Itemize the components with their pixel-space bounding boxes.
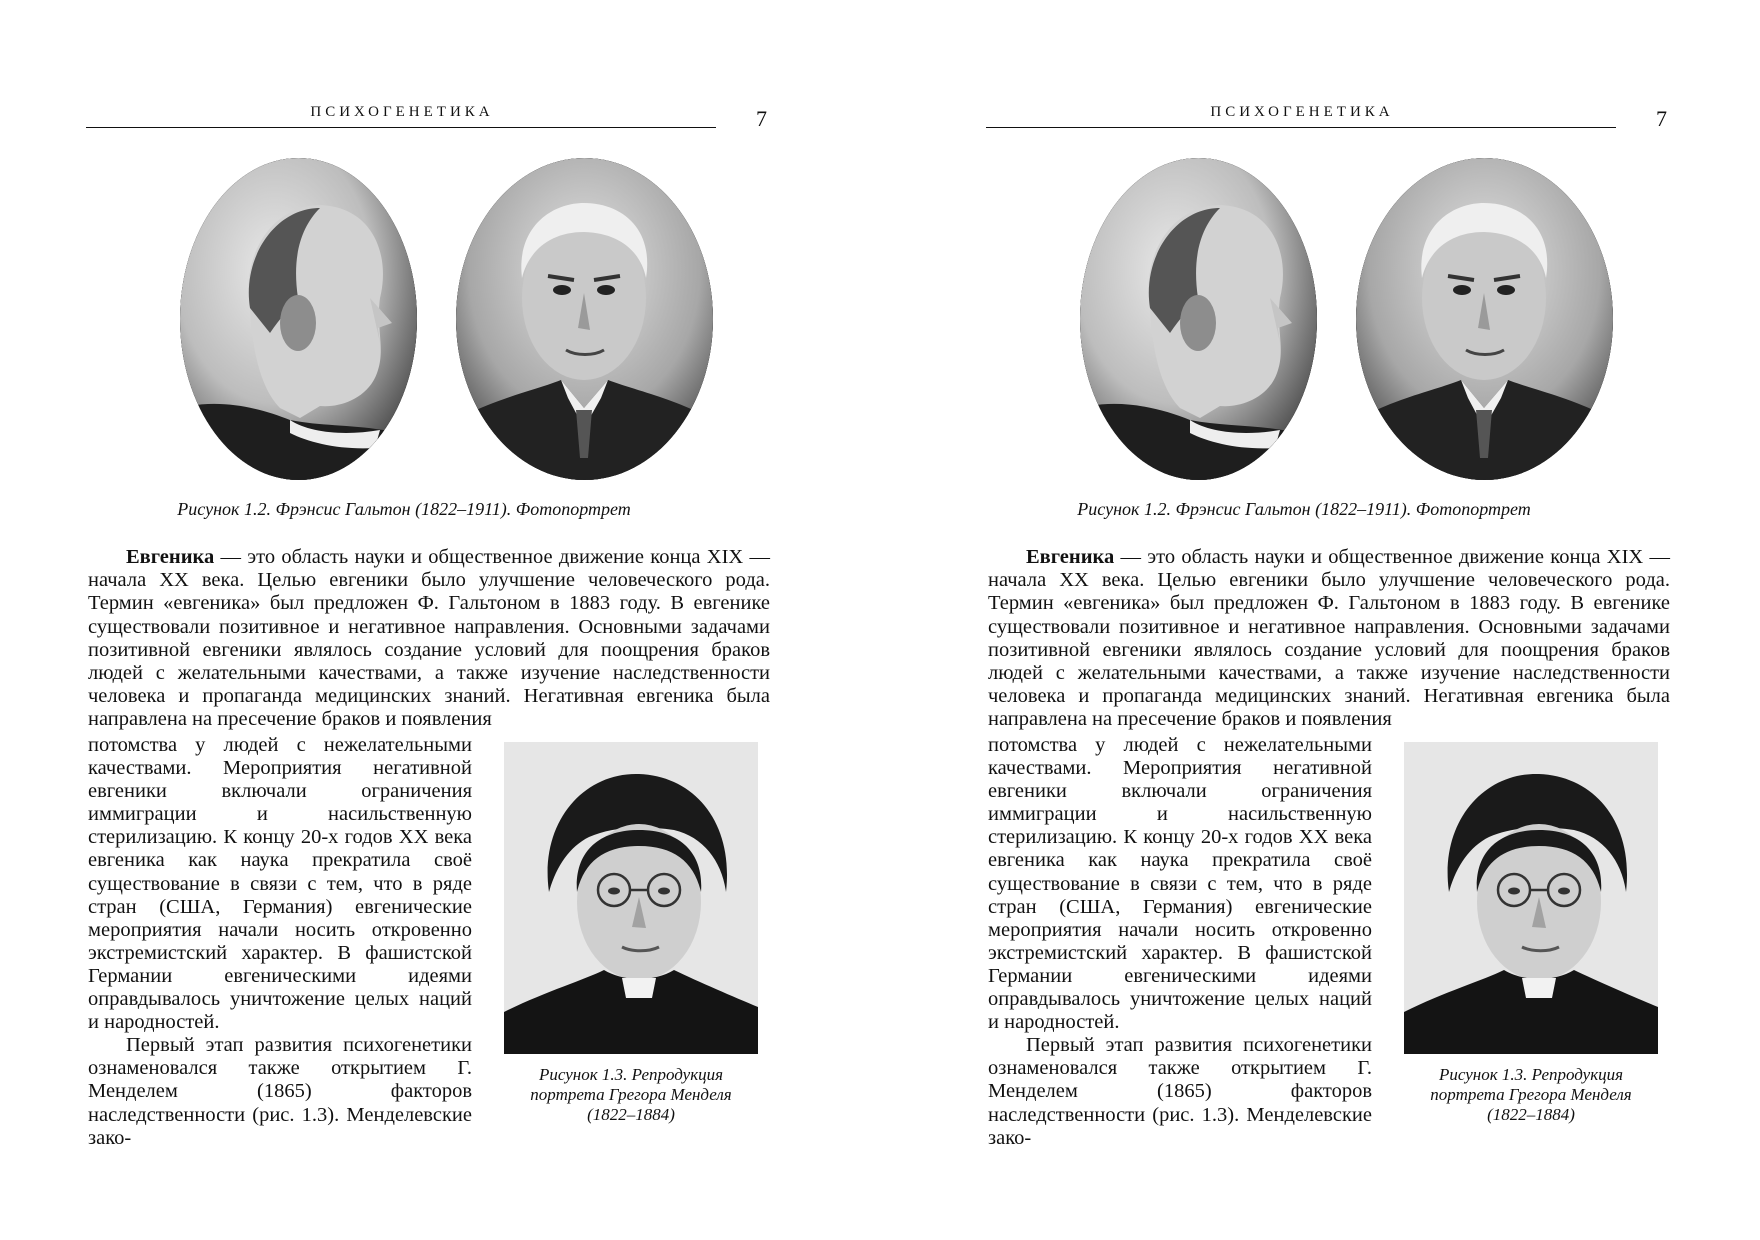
header-rule — [86, 127, 716, 128]
main-paragraph — [988, 546, 1670, 732]
figure-1-3-caption — [490, 1065, 772, 1125]
figure-1-2-caption: Рисунок 1.2. Фрэнсис Гальтон (1822–1911). Фотопортрет — [1077, 499, 1531, 519]
figure-1-3-caption-line: Рисунок 1.3. Репродукция — [538, 1065, 724, 1084]
paragraph-text: — это область науки и общественное движение конца XIX — начала XX века. Целью евгеники было улучшение человеческого рода. Термин «евгеника» был предложен Ф. Гальтоном в 1883 году. В евгенике существовали позитивное и негативное направления. Основными задачами позитивной евгеники являлось создание условий для поощрения браков людей с желательными качествами, а также изучение наследственности человека и пропаганда медицинских знаний. Негативная евгеника была направлена на пресечение браков и появления — [988, 546, 1670, 731]
figure-1-2-caption: Рисунок 1.2. Фрэнсис Гальтон (1822–1911). Фотопортрет — [177, 499, 631, 519]
figure-1-3-caption-line: (1822–1884) — [587, 1105, 675, 1124]
figure-1-3-caption-line: портрета Грегора Менделя — [1430, 1085, 1632, 1104]
wrapped-column-text — [88, 734, 472, 1150]
wrapped-column-text — [988, 734, 1372, 1150]
main-paragraph — [88, 546, 770, 732]
header-rule — [986, 127, 1616, 128]
running-head: ПСИХОГЕНЕТИКА — [310, 104, 494, 120]
galton-profile-photo — [1080, 158, 1317, 480]
mendel-portrait — [1404, 742, 1658, 1054]
figure-1-3-caption-line: портрета Грегора Менделя — [530, 1085, 732, 1104]
galton-profile-photo — [180, 158, 417, 480]
figure-1-3-caption-line: Рисунок 1.3. Репродукция — [1438, 1065, 1624, 1084]
term-eugenics: Евгеника — [1026, 546, 1115, 568]
galton-frontal-photo — [1356, 158, 1613, 480]
mendel-portrait — [504, 742, 758, 1054]
book-page-right — [900, 0, 1760, 1240]
paragraph-second: Первый этап развития психогенетики ознаменовался также открытием Г. Менделем (1865) факторов наследственности (рис. 1.3). Менделевские зако- — [88, 1034, 472, 1149]
page-number: 7 — [1656, 106, 1667, 131]
paragraph-second: Первый этап развития психогенетики ознаменовался также открытием Г. Менделем (1865) факторов наследственности (рис. 1.3). Менделевские зако- — [988, 1034, 1372, 1149]
page-number: 7 — [756, 106, 767, 131]
paragraph-continuation: потомства у людей с нежелательными качествами. Мероприятия негативной евгеники включали ограничения иммиграции и насильственную стерилизацию. К концу 20-х годов XX века евгеника как наука прекратила своё существование в связи с тем, что в ряде стран (США, Германия) евгенические мероприятия начали носить откровенно экстремистский характер. В фашистской Германии евгеническими идеями оправдывалось уничтожение целых наций и народностей. — [988, 734, 1372, 1034]
galton-frontal-photo — [456, 158, 713, 480]
paragraph-continuation: потомства у людей с нежелательными качествами. Мероприятия негативной евгеники включали ограничения иммиграции и насильственную стерилизацию. К концу 20-х годов XX века евгеника как наука прекратила своё существование в связи с тем, что в ряде стран (США, Германия) евгенические мероприятия начали носить откровенно экстремистский характер. В фашистской Германии евгеническими идеями оправдывалось уничтожение целых наций и народностей. — [88, 734, 472, 1034]
running-head: ПСИХОГЕНЕТИКА — [1210, 104, 1394, 120]
term-eugenics: Евгеника — [126, 546, 215, 568]
figure-1-3-caption-line: (1822–1884) — [1487, 1105, 1575, 1124]
figure-1-3-caption — [1390, 1065, 1672, 1125]
paragraph-text: — это область науки и общественное движение конца XIX — начала XX века. Целью евгеники было улучшение человеческого рода. Термин «евгеника» был предложен Ф. Гальтоном в 1883 году. В евгенике существовали позитивное и негативное направления. Основными задачами позитивной евгеники являлось создание условий для поощрения браков людей с желательными качествами, а также изучение наследственности человека и пропаганда медицинских знаний. Негативная евгеника была направлена на пресечение браков и появления — [88, 546, 770, 731]
